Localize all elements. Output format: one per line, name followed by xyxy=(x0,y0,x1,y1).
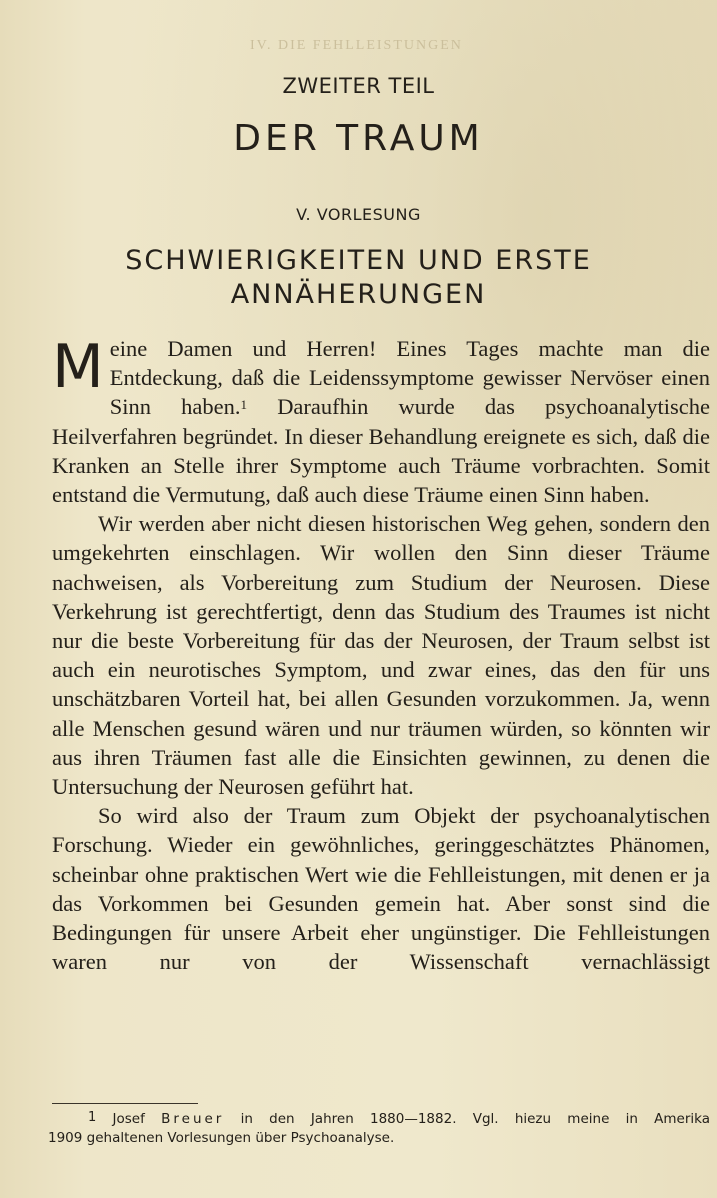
bleed-through-header: IV. DIE FEHLLEISTUNGEN xyxy=(250,38,463,53)
paragraph-3: So wird also der Traum zum Objekt der psychoanalytischen Forschung. Wieder ein gewöhnliches, geringgeschätztes Phänomen, scheinbar ohne praktischen Wert wie die Fehlleistungen, mit denen er ja das Vorkommen bei Gesunden gemein hat. Aber sonst sind die Bedingungen für unsere Arbeit eher ungünstiger. Die Fehlleistungen waren nur von der Wissenschaft vernachlässigt xyxy=(52,803,710,975)
main-title: DER TRAUM xyxy=(233,118,484,159)
footnote-number: 1 xyxy=(88,1110,97,1125)
chapter-title-line1: SCHWIERIGKEITEN UND ERSTE xyxy=(125,245,592,276)
paragraph-1 xyxy=(52,334,710,509)
footnote-divider xyxy=(52,1103,198,1104)
footnote-author-first: Josef xyxy=(112,1111,145,1127)
lecture-number: V. VORLESUNG xyxy=(296,205,421,224)
footnote-line-2: 1909 gehaltenen Vorlesungen über Psychoanalyse. xyxy=(48,1130,395,1146)
paragraph-1-text-b: Daraufhin wurde das psychoanalytische Heilverfahren begründet. In dieser Behandlung ereignete es sich, daß die Kranken an Stelle ihrer Symptome auch Träume vorbrachten. Somit entstand die Vermutung, daß auch diese Träume einen Sinn haben. xyxy=(52,394,710,508)
footnote-line-1-rest: in den Jahren 1880—1882. Vgl. hiezu meine in Amerika xyxy=(240,1111,711,1127)
footnote-line-1 xyxy=(48,1110,710,1129)
chapter-title xyxy=(0,244,717,312)
drop-cap: M xyxy=(52,332,104,402)
chapter-title-line2: ANNÄHERUNGEN xyxy=(230,279,487,310)
body-text xyxy=(52,334,710,976)
paragraph-2: Wir werden aber nicht diesen historischen Weg gehen, sondern den umgekehrten einschlagen. Wir wollen den Sinn dieser Träume nachweisen, als Vorbereitung zum Studium der Neurosen. Diese Verkehrung ist gerechtfertigt, denn das Studium des Traumes ist nicht nur die beste Vorbereitung für das der Neurosen, der Traum selbst ist auch ein neurotisches Symptom, und zwar eines, das den für uns unschätzbaren Vorteil hat, bei allen Gesunden vorzukommen. Ja, wenn alle Menschen gesund wären und nur träumen würden, so könnten wir aus ihren Träumen fast alle die Einsichten gewinnen, zu denen die Untersuchung der Neurosen geführt hat. xyxy=(52,511,710,800)
footnote-reference[interactable]: 1 xyxy=(240,397,248,413)
footnote-author: Breuer xyxy=(161,1111,225,1127)
paragraph-1-text-a: eine Damen und Herren! Eines Tages machte man die Entdeckung, daß die Leidenssymptome gewisser Nervöser einen Sinn haben. xyxy=(109,336,710,420)
part-title: ZWEITER TEIL xyxy=(282,74,435,98)
footnote xyxy=(48,1110,710,1148)
